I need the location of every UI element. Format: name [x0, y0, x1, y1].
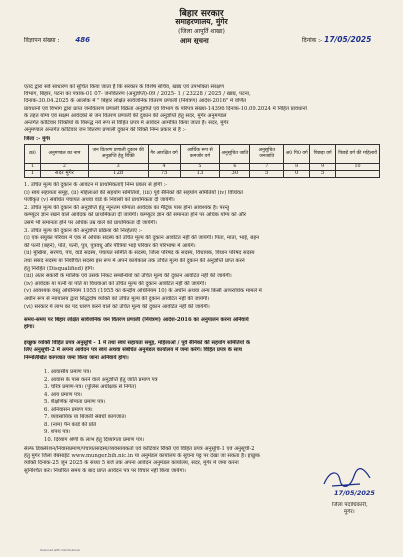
- condition-line: 2. उचित मूल्य की दुकान की अनुज्ञप्ति हेतु न्यूनतम योग्यता आवेदक का मैट्रिक पास होना आवश्यक है। परन्तु: [24, 204, 230, 211]
- document-item: 3. चरित्र प्रमाण-पत्र। (पुलिस अधीक्षक से निर्गत): [44, 384, 137, 390]
- intro-line: एतद द्वारा सर्व साधारण को सूचित किया जाता है कि सरकार के विशेष सचिव, खाद्य एवं उपभोक्ता संरक्षण: [24, 84, 224, 90]
- condition-line: (vi) सरकार में लाभ का पद धारण करने वाले को उचित मूल्य की दुकान आवंटित नहीं की जायेगी।: [24, 303, 210, 310]
- table-number-cell: 6: [220, 164, 250, 171]
- compliance-line: होगा।: [24, 324, 35, 331]
- table-row: [25, 170, 380, 177]
- scanner-footer: Scanned with CamScanner: [40, 548, 81, 552]
- condition-line: (iv) आवेदक या पत्नी या पति या विधवाओं को उचित मूल्य की दुकान आवंटित नहीं की जायेगी।: [24, 280, 207, 287]
- table-number-cell: 4: [148, 164, 180, 171]
- table-number-cell: 10: [336, 164, 380, 171]
- memo-label: विज्ञापन संख्या :: [24, 37, 60, 44]
- intro-line: के तहत योग्य एवं सक्षम आवेदकों से जन वितरण प्रणाली की दुकान की अनुज्ञप्ति हेतु सदर, मुंगेर अनुमण्डल: [24, 112, 227, 119]
- table-header-cell: गैर आरक्षित वर्ग: [148, 145, 180, 164]
- table-number-cell: 5: [180, 164, 220, 171]
- memo-date: 17/05/2025: [324, 36, 372, 44]
- vacancy-table: [24, 144, 380, 178]
- condition-line: तथा संसद सदस्य या निर्वाचित सदस्य इस रूप में अपने कार्यकाल तक उचित मूल्य की दुकान की अनुज्ञप्ति प्राप्त करने: [24, 258, 245, 264]
- intro-line: अनुमण्डल अन्तर्गत कोटिवार जन वितरण प्रणाली दुकान की रिक्ति निम्न प्रकार से है :-: [24, 127, 187, 134]
- intro-line: दिनांक-30.04.2025 के आलोक में " बिहार लक्षित सार्वजनिक वितरण प्रणाली (नियंत्रण) आदेश-2016" में वर्णित: [24, 98, 247, 105]
- condition-line: हेतु निरर्हित (Disqualified) होंगे।: [24, 265, 94, 272]
- table-header-cell: अनुसूचित जनजाति: [250, 145, 284, 164]
- table-cell: [336, 170, 380, 177]
- document-item: 5. शैक्षणिक योग्यता प्रमाण पत्र।: [44, 399, 106, 405]
- table-header-cell: क्र0: [25, 145, 41, 164]
- notice-title: आम सूचना: [180, 37, 209, 44]
- table-header-cell: पिछड़े वर्ग की महिलायें: [336, 145, 380, 164]
- document-item: 7. व्यवसायिक या बिजली संबंधी कागजात।: [44, 414, 127, 420]
- table-header-cell: आर्थिक रूप से कमजोर वर्ग: [180, 145, 220, 164]
- condition-line: (v) आवश्यक वस्तु अधिनियम 1955 (1955 का केन्द्रीय अधिनियम 10) के अधीन अथवा अन्य किसी आपराधिक मामले में: [24, 288, 262, 295]
- final-line: सेल्फ डिक्लेरेशन/निवासप्रमाण/पंचायतसदस्य/व्यवसायकर्ता एवं कोटिवार रिक्ति एवं विहित प्रपत्र अनुसूचि-1 एवं अनुसूची-2: [24, 446, 255, 452]
- compliance-line: समय-समय पर बिहार लक्षित सार्वजनिक जन वितरण प्रणाली (नियंत्रण) आदेश-2016 का अनुपालन करना अनिवार्य: [24, 317, 249, 323]
- final-line: हेतु मुंगेर जिला वेबसाईट www.munger.bih.nic.in या अनुमंडल कार्यालय के सूचना पट्ट पर देखा जा सकता है। इच्छुक: [24, 453, 260, 460]
- table-header-cell: अनुसूचित जाति: [220, 145, 250, 164]
- final-line: व्यक्ति दिनांक-25 जून 2025 के संध्या 5 बजे तक अपना आवेदन अनुमंडल कार्यालय, सदर, मुंगेर में जमा करना: [24, 460, 239, 467]
- table-cell: 128: [88, 170, 148, 177]
- table-cell: 5: [310, 170, 336, 177]
- govt-name: बिहार सरकार: [179, 9, 224, 19]
- document-item: 8. (नाम) पैन कार्ड की प्रति: [44, 421, 97, 428]
- condition-line: (i) स्वयं सहायता समूह, (ii) महिलाओं की सहयोग समितियों, (iii) पूर्व सैनिकों की सहयोग समितियाँ (iv) विधिवत: [24, 189, 243, 196]
- table-header-cell: पिछड़ा वर्ग: [310, 145, 336, 164]
- memo-number-row: [24, 37, 90, 44]
- table-number-cell: 7: [250, 164, 284, 171]
- intro-line: अन्तर्गत कोटिवार रिक्तियों के विरूद्ध नये रूप से विहित प्रपत्र में आवेदन आमंत्रित किया जाता है। सदर, मुंगेर: [24, 120, 229, 126]
- condition-line: उसमें भी समानता होने पर अधिक उम्र वाले को प्राथमिकता दी जायेगी।: [24, 220, 157, 226]
- table-header-cell: अ0 पि0 वर्ग: [284, 145, 310, 164]
- condition-line: (ii) मुखिया, सरपंच, पंच, वार्ड सदस्य, पंचायत समिति के सदस्य, जिला परिषद के सदस्य, विधायक, विधान परिषद सदस्य: [24, 250, 255, 257]
- condition-line: अधीन रूप से न्यायालय द्वारा सिद्धदोष व्यक्ति को उचित मूल्य की दुकान आवंटित नहीं की जायेगी।: [24, 296, 210, 302]
- section-name: (जिला आपूर्ति शाखा): [178, 28, 225, 35]
- condition-line: पंजीकृत (v) संबंधित पंचायत अथवा वार्ड के निवासी को प्राथमिकता दी जायेगी।: [24, 197, 175, 204]
- document-item: 10. दिव्यांग श्रेणी के लाभ हेतु दिव्यांगता प्रमाण पत्र।: [44, 436, 144, 443]
- application-line: लिए अनुसूची-2 में अपना आवेदन पत्र स्वयं अथवा संबंधित अनुमंडल कार्यालय में जमा करेंगे। विहित प्रपत्र के साथ: [24, 347, 242, 354]
- table-cell: 0: [284, 170, 310, 177]
- application-line: निम्नलिखित कागजात जमा किया जाना अनिवार्य होगा।: [24, 354, 129, 361]
- memo-date-row: [302, 36, 371, 44]
- memo-date-label: दिनांक :-: [302, 37, 323, 44]
- table-cell: 13: [180, 170, 220, 177]
- document-item: 2. आवास के पास करने वाले अनुज्ञप्ति हेतु जाति प्रमाण पत्र: [44, 376, 158, 383]
- condition-line: 1. उचित मूल्य की दुकान के आवंटन में प्राथमिकताएँ निम्न प्रकार से होंगी :-: [24, 182, 168, 188]
- signature-date: 17/05/2025: [334, 490, 375, 497]
- table-cell: 75: [148, 170, 180, 177]
- table-number-cell: 9: [310, 164, 336, 171]
- document-item: 1. आवासीय प्रमाण पत्र।: [44, 369, 92, 375]
- office-name: समाहरणालय, मुंगेर: [175, 17, 228, 26]
- condition-line: (iii) अंतर सकारी के मालिक एवं उसके निकट सम्बन्धियों को उचित मूल्य की दुकान आवंटित नहीं की जायेगी।: [24, 273, 232, 280]
- condition-line: की पत्नी (बहनें), पति, पत्नी, पुत्र, पुत्रवधू और पौत्रियां भाई परिवार की परिभाषा में आयेंगे।: [24, 242, 196, 249]
- table-cell: सदर मुंगेर: [40, 170, 88, 177]
- document-item: 6. अनिवासन प्रमाण पत्र।: [44, 406, 93, 413]
- table-number-cell: 3: [88, 164, 148, 171]
- signature-mark: [320, 466, 380, 492]
- intro-line: प्रावधानों एवं विभाग द्वारा प्राप्त जनवितरण प्रणाली विक्रेता अनुज्ञप्ति एवं विभाग के परिपत्र संख्या-14396 दिनांक-10.09.2024 में निहित प्रावधानों: [24, 105, 307, 112]
- table-header-row: [25, 145, 380, 164]
- district-label: जिला :- मुंगेर: [24, 136, 51, 142]
- condition-line: कम्प्यूटर ज्ञान रखने वाले आवेदक को प्राथमिकता दी जायेगी। कम्प्यूटर ज्ञान की समानता होने पर अधिक योग्य को और: [24, 212, 246, 219]
- intro-line: विभाग, बिहार, पटना का पत्रांक-01 07- जनवितरण (अनुज्ञप्ति)-09 / 2025- 1 / 23228 / 2025 / खाद्य, पटना,: [24, 91, 251, 98]
- table-cell: 1: [25, 170, 41, 177]
- table-cell: 5: [250, 170, 284, 177]
- table-header-cell: अनुमण्डल का नाम: [40, 145, 88, 164]
- condition-line: 3. उचित मूल्य की दुकान की अनुज्ञप्ति प्रक्रिया की निरर्हताएं :-: [24, 227, 143, 234]
- table-number-cell: 1: [25, 164, 41, 171]
- table-number-cell: 2: [40, 164, 88, 171]
- signature-designation: जिला पदाधिकारी,: [332, 502, 368, 508]
- final-line: सुनिश्चित करें। निर्धारित समय के बाद प्राप्त आवेदन पत्र पर विचार नहीं किया जायेगा।: [24, 467, 186, 474]
- table-number-cell: 8: [284, 164, 310, 171]
- document-item: 9. शपथ पत्र।: [44, 429, 71, 435]
- table-cell: 30: [220, 170, 250, 177]
- document-item: 4. आय प्रमाण पत्र।: [44, 391, 82, 398]
- memo-number: 486: [75, 37, 91, 44]
- signature-place: मुंगेर।: [344, 509, 355, 515]
- table-header-cell: जन वितरण प्रणाली दुकान की अनुज्ञप्ति हेतु रिक्ति: [88, 145, 148, 164]
- application-line: इच्छुक व्यक्ति विहित प्रपत्र अनुसूचि - 1 में तथा स्वयं सहायता समूह, महिलाओं / पूर्व सैनिकों की सहयोग समितियों के: [24, 340, 251, 346]
- condition-line: (i) एक संयुक्त परिवार में एक से अधिक सदस्य को उचित मूल्य की दुकान आवंटित नहीं की जायेगी। पिता, माता, भाई, बहन: [24, 235, 260, 242]
